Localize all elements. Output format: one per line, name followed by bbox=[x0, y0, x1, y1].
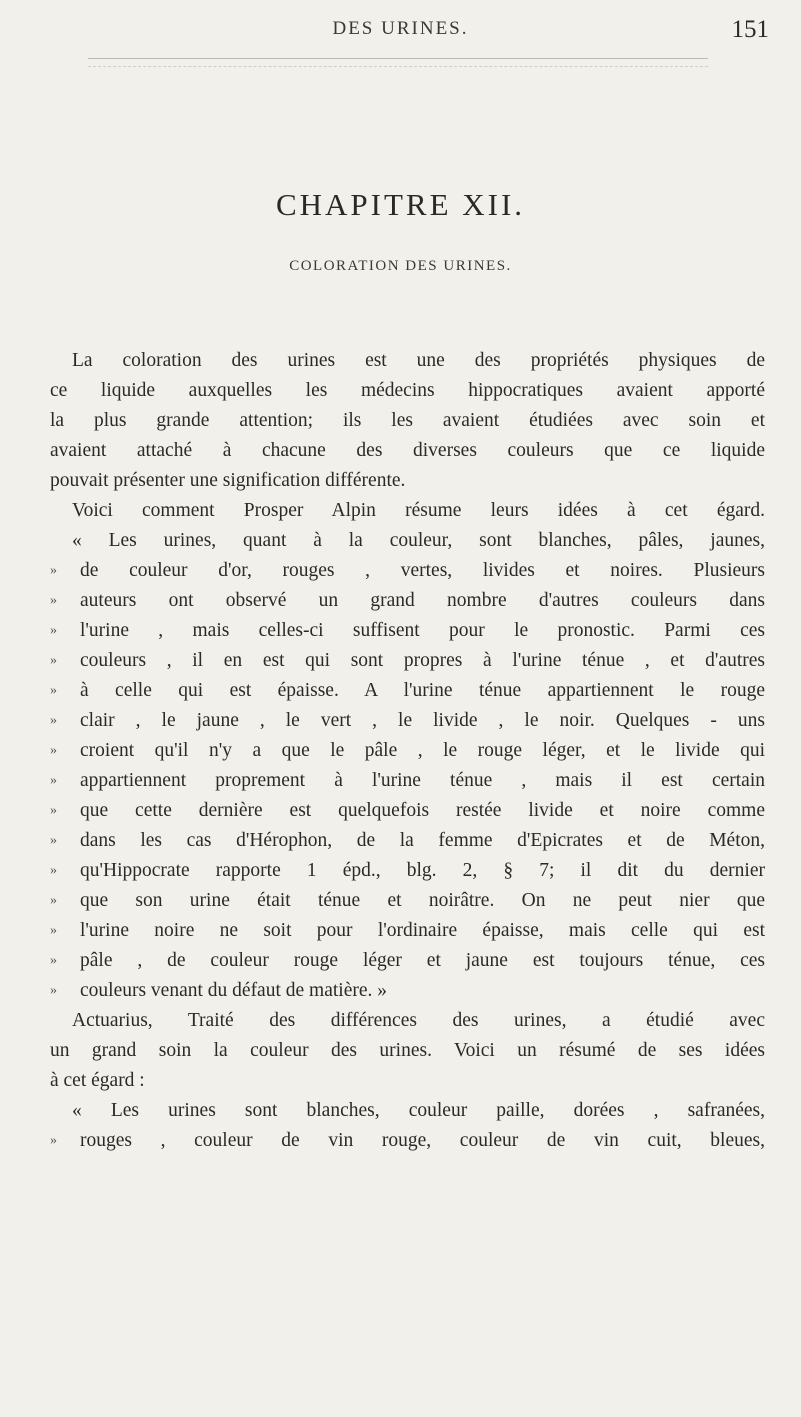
header-rule-dashed bbox=[88, 66, 708, 67]
quote-mark: » bbox=[50, 893, 57, 908]
quote-mark: » bbox=[50, 803, 57, 818]
text-line: que son urine était ténue et noirâtre. On ne peut nier que bbox=[80, 890, 765, 911]
text-line: ce liquide auxquelles les médecins hippocratiques avaient apporté bbox=[50, 380, 765, 401]
header-rule bbox=[88, 58, 708, 59]
text-line: à celle qui est épaisse. A l'urine ténue appartiennent le rouge bbox=[80, 680, 765, 701]
quote-mark: » bbox=[50, 863, 57, 878]
running-title: DES URINES. bbox=[332, 18, 469, 39]
text-line: « Les urines, quant à la couleur, sont blanches, pâles, jaunes, bbox=[72, 530, 765, 551]
running-head bbox=[0, 18, 801, 48]
text-line: l'urine , mais celles-ci suffisent pour le pronostic. Parmi ces bbox=[80, 620, 765, 641]
chapter-subtitle: COLORATION DES URINES. bbox=[289, 258, 512, 274]
text-line: pouvait présenter une signification différente. bbox=[50, 470, 406, 491]
text-line: de couleur d'or, rouges , vertes, livides et noires. Plusieurs bbox=[80, 560, 765, 581]
quote-mark: » bbox=[50, 983, 57, 998]
text-line: pâle , de couleur rouge léger et jaune est toujours ténue, ces bbox=[80, 950, 765, 971]
chapter-title: CHAPITRE XII. bbox=[275, 187, 526, 222]
text-line: à cet égard : bbox=[50, 1070, 145, 1091]
quote-mark: » bbox=[50, 923, 57, 938]
quote-mark: » bbox=[50, 683, 57, 698]
text-line: Voici comment Prosper Alpin résume leurs idées à cet égard. bbox=[72, 500, 765, 521]
text-line: un grand soin la couleur des urines. Voici un résumé de ses idées bbox=[50, 1040, 765, 1061]
text-line: que cette dernière est quelquefois restée livide et noire comme bbox=[80, 800, 765, 821]
text-line: couleurs venant du défaut de matière. » bbox=[80, 980, 388, 1001]
text-line: couleurs , il en est qui sont propres à l'urine ténue , et d'autres bbox=[80, 650, 765, 671]
text-line: La coloration des urines est une des propriétés physiques de bbox=[72, 350, 765, 371]
text-line: avaient attaché à chacune des diverses couleurs que ce liquide bbox=[50, 440, 765, 461]
quote-mark: » bbox=[50, 653, 57, 668]
page-number: 151 bbox=[731, 16, 769, 43]
quote-mark: » bbox=[50, 1133, 57, 1148]
quote-mark: » bbox=[50, 623, 57, 638]
quote-mark: » bbox=[50, 833, 57, 848]
text-line: Actuarius, Traité des différences des urines, a étudié avec bbox=[72, 1010, 765, 1031]
text-line: clair , le jaune , le vert , le livide , le noir. Quelques - uns bbox=[80, 710, 765, 731]
quote-mark: » bbox=[50, 713, 57, 728]
text-line: « Les urines sont blanches, couleur paille, dorées , safranées, bbox=[72, 1100, 765, 1121]
text-line: auteurs ont observé un grand nombre d'autres couleurs dans bbox=[80, 590, 765, 611]
text-line: rouges , couleur de vin rouge, couleur de vin cuit, bleues, bbox=[80, 1130, 765, 1151]
text-line: l'urine noire ne soit pour l'ordinaire épaisse, mais celle qui est bbox=[80, 920, 765, 941]
text-line: appartiennent proprement à l'urine ténue , mais il est certain bbox=[80, 770, 765, 791]
quote-mark: » bbox=[50, 743, 57, 758]
text-line: croient qu'il n'y a que le pâle , le rouge léger, et le livide qui bbox=[80, 740, 765, 761]
text-line: qu'Hippocrate rapporte 1 épd., blg. 2, § 7; il dit du dernier bbox=[80, 860, 765, 881]
quote-mark: » bbox=[50, 773, 57, 788]
quote-mark: » bbox=[50, 593, 57, 608]
text-line: dans les cas d'Hérophon, de la femme d'Epicrates et de Méton, bbox=[80, 830, 765, 851]
quote-mark: » bbox=[50, 563, 57, 578]
text-line: la plus grande attention; ils les avaient étudiées avec soin et bbox=[50, 410, 765, 431]
quote-mark: » bbox=[50, 953, 57, 968]
